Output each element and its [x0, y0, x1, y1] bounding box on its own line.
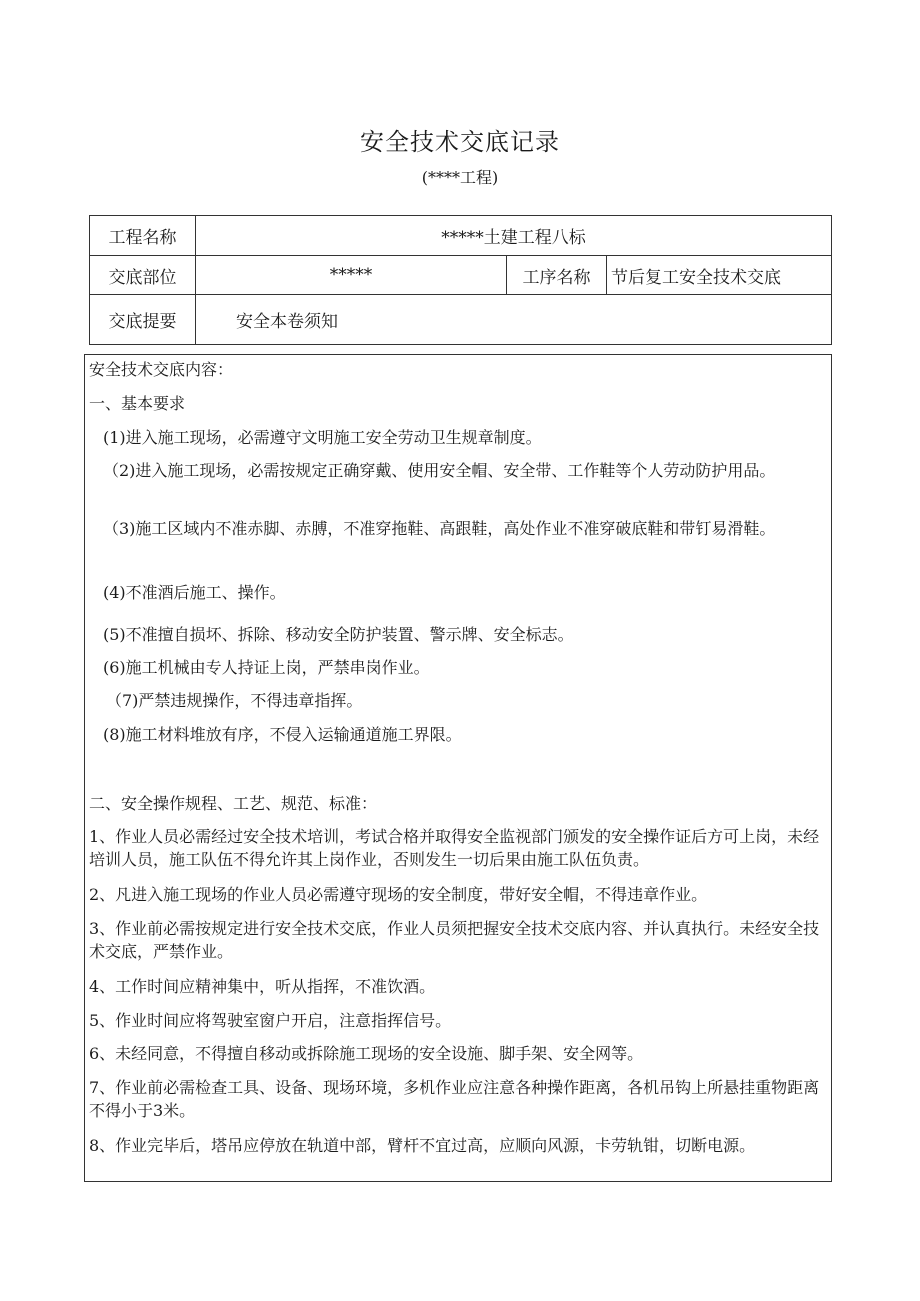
section2-item: 3、作业前必需按规定进行安全技术交底，作业人员须把握安全技术交底内容、并认真执行。未经安全技术交底，严禁作业。: [89, 919, 820, 961]
summary-label: 交底提要: [90, 295, 196, 345]
section1-item: (5)不准擅自损坏、拆除、移动安全防护装置、警示牌、安全标志。: [103, 625, 574, 644]
section2-item: 8、作业完毕后，塔吊应停放在轨道中部，臂杆不宜过高，应顺向风源，卡劳轨钳，切断电源。: [89, 1136, 756, 1155]
content-heading: 安全技术交底内容：: [89, 360, 234, 379]
summary-value: 安全本卷须知: [196, 295, 832, 345]
section2-item: 5、作业时间应将驾驶室窗户开启，注意指挥信号。: [89, 1011, 452, 1030]
section1-item: (1)进入施工现场，必需遵守文明施工安全劳动卫生规章制度。: [103, 428, 542, 447]
section2-item: 4、工作时间应精神集中，听从指挥，不准饮酒。: [89, 977, 436, 996]
section2-item: 1、作业人员必需经过安全技术培训，考试合格并取得安全监视部门颁发的安全操作证后方可上岗，未经培训人员，施工队伍不得允许其上岗作业，否则发生一切后果由施工队伍负责。: [89, 827, 820, 869]
section2-item: 6、未经同意，不得擅自移动或拆除施工现场的安全设施、脚手架、安全网等。: [89, 1044, 644, 1063]
location-label: 交底部位: [90, 256, 196, 295]
section2-item: 7、作业前必需检查工具、设备、现场环境，多机作业应注意各种操作距离，各机吊钩上所悬挂重物距离不得小于3米。: [89, 1078, 820, 1120]
location-value: *****: [196, 256, 507, 295]
project-name-value: *****土建工程八标: [196, 216, 832, 256]
header-table: [89, 215, 832, 345]
section2-item: 2、凡进入施工现场的作业人员必需遵守现场的安全制度，带好安全帽，不得违章作业。: [89, 885, 708, 904]
process-value: 节后复工安全技术交底: [607, 256, 832, 295]
section1-item: （2)进入施工现场，必需按规定正确穿戴、使用安全帽、安全带、工作鞋等个人劳动防护用品。: [103, 461, 776, 480]
section1-item: （7)严禁违规操作，不得违章指挥。: [106, 691, 363, 710]
section1-item: (6)施工机械由专人持证上岗，严禁串岗作业。: [103, 658, 430, 677]
section2-title: 二、安全操作规程、工艺、规范、标准：: [89, 794, 378, 813]
document-subtitle: (****工程): [421, 168, 499, 187]
project-name-label: 工程名称: [90, 216, 196, 256]
section1-item: （3)施工区域内不准赤脚、赤膊，不准穿拖鞋、高跟鞋，高处作业不准穿破底鞋和带钉易滑鞋。: [103, 519, 776, 538]
content-box: [84, 354, 832, 1182]
section1-item: (8)施工材料堆放有序，不侵入运输通道施工界限。: [103, 725, 462, 744]
section1-title: 一、基本要求: [89, 394, 186, 413]
process-label: 工序名称: [507, 256, 607, 295]
section1-item: (4)不准酒后施工、操作。: [103, 583, 286, 602]
document-title: 安全技术交底记录: [360, 128, 560, 156]
